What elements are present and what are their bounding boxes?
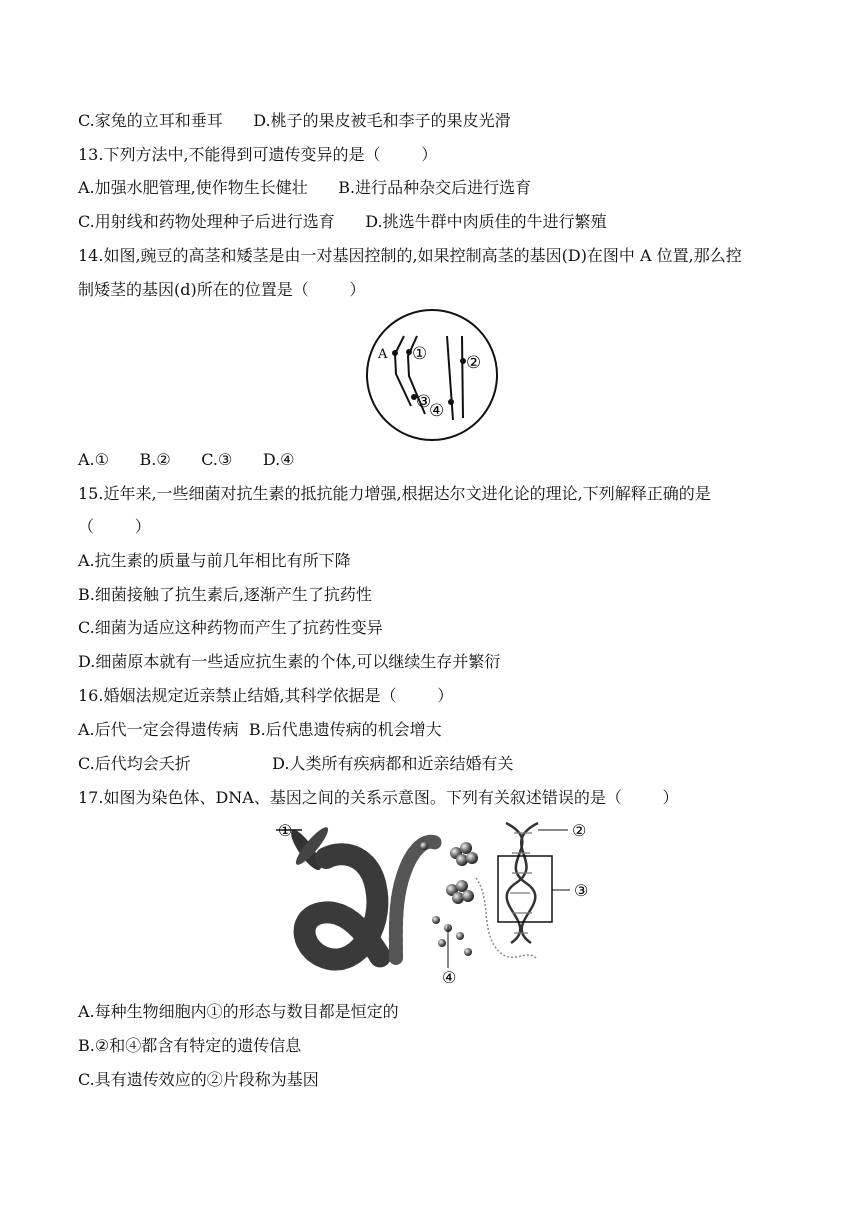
label-1: ①: [412, 344, 428, 364]
line-12: D.细菌原本就有一些适应抗生素的个体,可以继续生存并繁衍: [78, 652, 501, 671]
line-3: C.用射线和药物处理种子后进行选育 D.挑选牛群中肉质佳的牛进行繁殖: [78, 212, 607, 231]
line-15: C.后代均会夭折 D.人类所有疾病都和近亲结婚有关: [78, 754, 514, 773]
line-2: A.加强水肥管理,使作物生长健壮 B.进行品种杂交后进行选育: [78, 178, 532, 197]
line-8: （ ）: [78, 517, 151, 536]
dna-thread: [476, 878, 536, 958]
label-2: ②: [572, 821, 587, 840]
line-0: C.家兔的立耳和垂耳 D.桃子的果皮被毛和李子的果皮光滑: [78, 111, 511, 130]
label-3: ③: [574, 881, 589, 900]
chromosome-2a: [447, 336, 453, 420]
line-11: C.细菌为适应这种药物而产生了抗药性变异: [78, 618, 383, 637]
line-17: A.每种生物细胞内①的形态与数目都是恒定的: [78, 1002, 399, 1021]
line-16: 17.如图为染色体、DNA、基因之间的关系示意图。下列有关叙述错误的是（ ）: [78, 788, 679, 807]
line-1: 13.下列方法中,不能得到可遗传变异的是（ ）: [78, 145, 438, 164]
line-9: A.抗生素的质量与前几年相比有所下降: [78, 551, 351, 570]
label-a: A: [378, 347, 388, 362]
line-14: A.后代一定会得遗传病 B.后代患遗传病的机会增大: [78, 720, 442, 739]
label-4: ④: [429, 401, 445, 421]
label-4: ④: [442, 968, 457, 986]
locus-a-dot: [392, 350, 398, 356]
line-13: 16.婚姻法规定近亲禁止结婚,其科学依据是（ ）: [78, 686, 454, 705]
label-1: ①: [278, 821, 293, 840]
line-19: C.具有遗传效应的②片段称为基因: [78, 1070, 319, 1089]
gene-segment-box: [498, 856, 552, 922]
line-7: 15.近年来,一些细菌对抗生素的抵抗能力增强,根据达尔文进化论的理论,下列解释正确的是: [78, 484, 711, 503]
line-4: 14.如图,豌豆的高茎和矮茎是由一对基因控制的,如果控制高茎的基因(D)在图中 A 位置,那么控: [78, 246, 742, 265]
line-18: B.②和④都含有特定的遗传信息: [78, 1036, 302, 1055]
label-3: ③: [416, 392, 432, 412]
dna-double-helix: [506, 823, 538, 943]
line-10: B.细菌接触了抗生素后,逐渐产生了抗药性: [78, 585, 372, 604]
line-6: A.① B.② C.③ D.④: [78, 450, 295, 469]
label-2: ②: [466, 353, 482, 373]
locus-4-dot: [448, 399, 454, 405]
nucleosome-clusters: [420, 842, 478, 956]
figure-14-chromosomes: [362, 308, 502, 443]
chromosome-2b: [462, 336, 463, 418]
line-5: 制矮茎的基因(d)所在的位置是（ ）: [78, 280, 366, 299]
solenoid-fibre: [396, 842, 436, 958]
chromatin-coil: [305, 854, 381, 959]
figure-17-chromosome-dna: [276, 818, 596, 986]
